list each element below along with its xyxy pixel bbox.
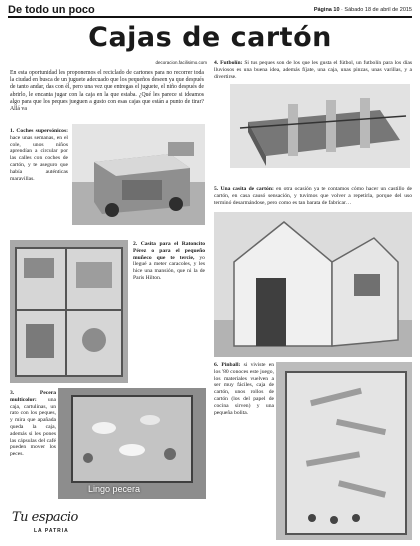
item-6-title: 6. Pinball: — [214, 362, 241, 368]
foosball-photo — [230, 84, 410, 168]
item-4-caption — [214, 60, 412, 80]
item-1-text: hace unas semanas, en el cole, unos niños aprendían a circular por las calles con coches de cartón, y te aseguro que había auténticas maravillas. — [10, 134, 68, 182]
mouse-house-photo — [10, 240, 128, 383]
photo-handwritten-text: Lingo pecera — [88, 484, 141, 494]
publication-logo — [12, 508, 82, 540]
page-info — [314, 6, 412, 15]
item-1-title: 1. Coches supersónicos: — [10, 128, 68, 134]
page-header — [8, 4, 412, 18]
article-title: Cajas de cartón — [88, 22, 332, 53]
item-4-title: 4. Futbolín: — [214, 60, 243, 66]
pinball-photo — [276, 362, 412, 540]
item-2-text: yo llegué a meter caracoles, y les hice una mansión, que ni la de Paris Hilton. — [133, 254, 205, 281]
logo-line-2: LA PATRIA — [34, 528, 69, 534]
item-4-text: Si tus peques son de los que les gusta el fútbol, un futbolín para los días lluviosos es una buena idea, además fíjate, una caja, unas pinzas, unas varillas, y a divertirse. — [214, 60, 412, 80]
item-6-text: si viviste en los '80 conoces este juego, los materiales vuelven a ser muy fáciles, caja de cartón, unos rollos de cartón (los del papel de cocina sirven) y una pequeña bolita. — [214, 362, 274, 416]
item-6-caption — [214, 362, 274, 416]
item-3-caption — [10, 390, 56, 458]
item-5-caption — [214, 186, 412, 206]
car-photo — [72, 124, 205, 225]
fish-tank-photo — [58, 388, 206, 499]
item-2-caption — [133, 241, 205, 282]
intro-paragraph: En esta oportunidad les proponemos el reciclado de cartones para no recorrer toda la ciudad en busca de un juguete adecuado que los pequeños deseen ya que después de tanto andar, das con él, pero una vez que entregas el juguete, el niño después de abrirlo, le encanta jugar con la caja en la que estaba. ¿Qué les parece si ideamos algo para que los peques jueguen a gusto con esas cajas que están a punto de tirar? Allá va — [10, 70, 204, 113]
cardboard-house-photo — [214, 212, 412, 357]
item-5-text: en otra ocasión ya te contamos cómo hacer un castillo de cartón, en casa causó sensación, y tuvimos que volver a repetirla, porque del uso terminó desarmándose, pero como es tan barata de fabricar… — [214, 186, 413, 206]
item-1-caption — [10, 128, 68, 182]
photo-credit: decoracion.facilisimo.com — [155, 60, 207, 65]
item-5-title: 5. Una casita de cartón: — [214, 186, 274, 192]
item-2-title: 2. Casita para el Ratoncito Pérez o para el pequeño muñeco que te tercie, — [133, 241, 205, 261]
page-number: Página 10 — [313, 7, 340, 13]
issue-date: · Sábado 18 de abril de 2015 — [341, 7, 412, 13]
item-3-title: 3. Pecera multicolor: — [10, 390, 56, 403]
section-title: De todo un poco — [8, 4, 95, 16]
logo-line-1: Tu espacio — [12, 510, 78, 525]
item-3-text: una caja, cartulinas, un rato con los peques, y mira que apañada queda la caja, además si les pones las cápsulas del café pueden mover los peces. — [10, 396, 56, 458]
